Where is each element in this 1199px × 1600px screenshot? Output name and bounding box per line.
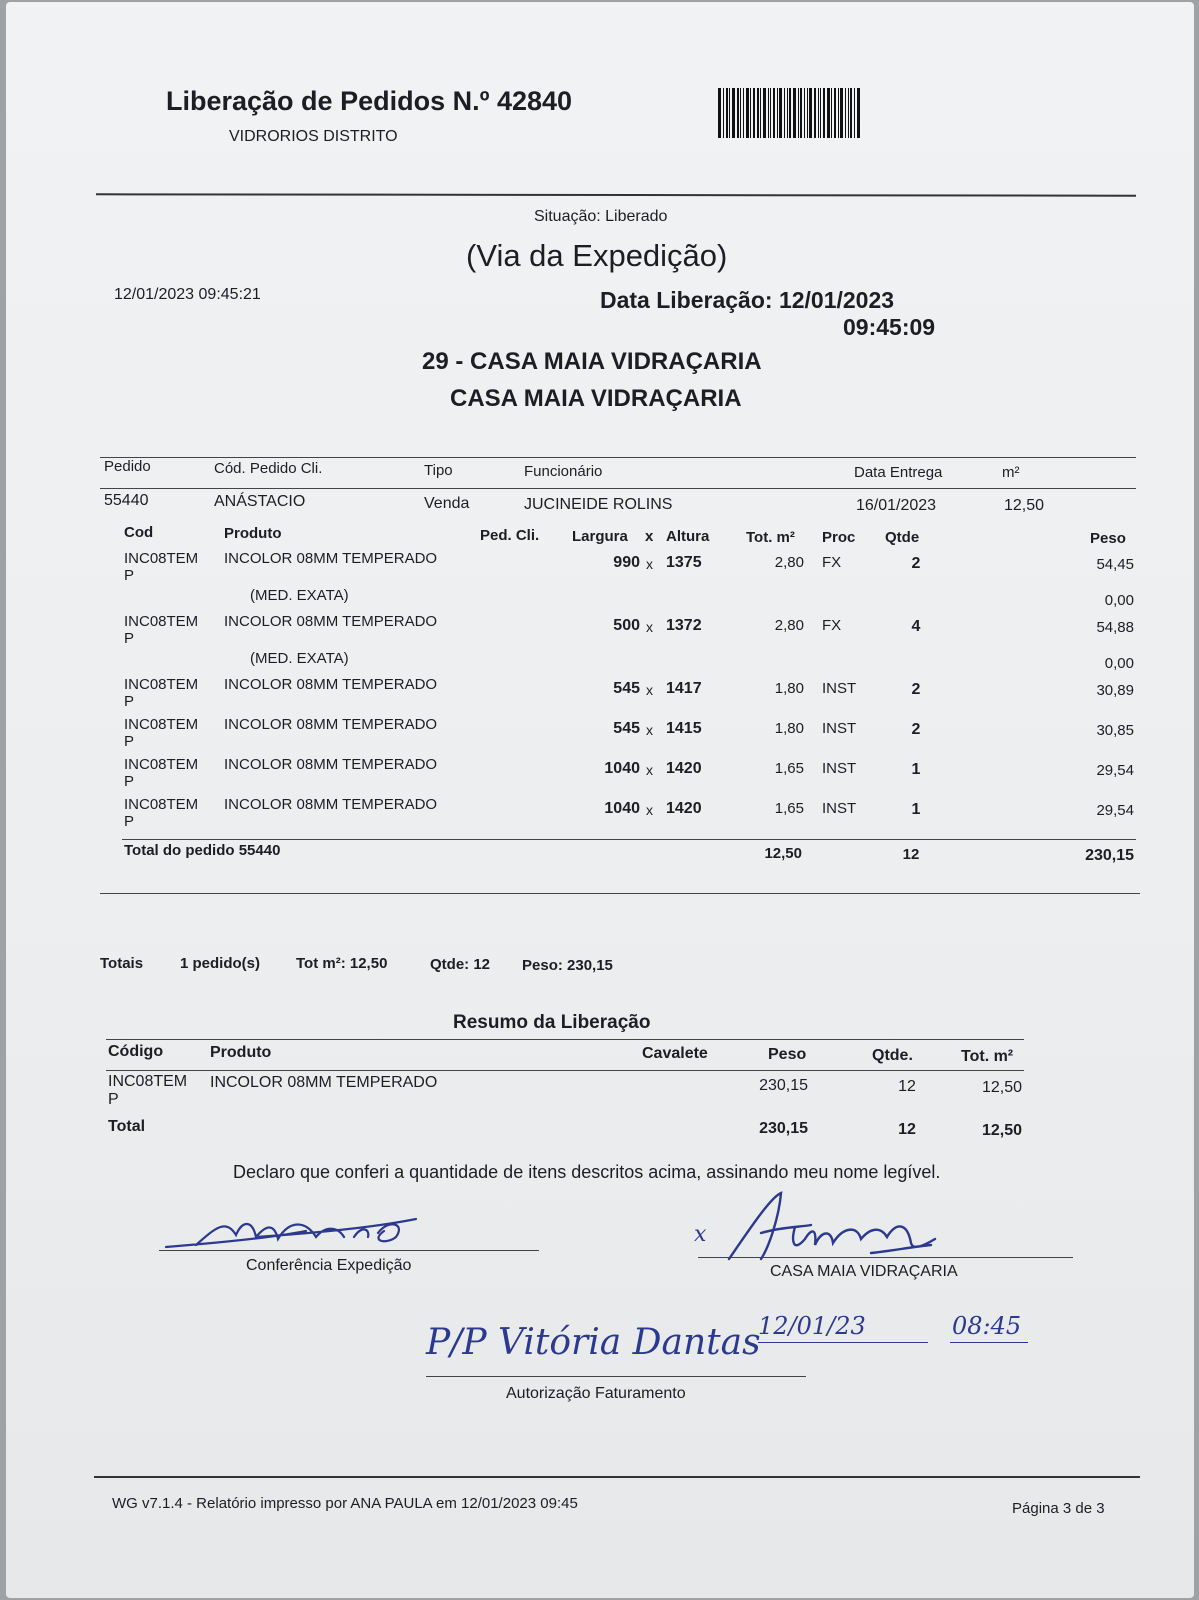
barcode-bar [760,88,761,138]
items-col-ped-cli: Ped. Cli. [480,527,540,544]
barcode-bar [850,88,852,138]
items-total-qtde: 12 [902,846,920,863]
barcode-bar [814,88,816,138]
totals-qtde: Qtde: 12 [430,956,491,973]
summary-row-qtde: 12 [898,1078,916,1095]
col-m2: m² [1002,464,1020,481]
item-cod-suffix: P [124,733,135,750]
item-peso: 29,54 [1096,802,1134,819]
item-altura: 1415 [666,720,702,737]
signature-left-label: Conferência Expedição [246,1257,412,1274]
item-qtde: 2 [911,555,921,572]
col-pedido: Pedido [104,458,151,475]
summary-row-cod-1: INC08TEM [108,1073,188,1090]
item-largura: 545 [613,680,640,697]
summary-total-m2: 12,50 [981,1122,1022,1139]
release-date: Data Liberação: 12/01/2023 [600,287,895,313]
barcode-bar [768,88,769,138]
barcode-bar [818,88,819,138]
barcode-bar [737,88,739,138]
summary-top-rule [106,1039,1024,1040]
item-peso: 29,54 [1096,762,1134,779]
item-cod: INC08TEM [124,796,199,813]
item-cod-suffix: P [124,813,135,830]
item-tot-m2: 1,65 [774,760,804,777]
item-peso: 30,85 [1096,722,1134,739]
signature-right-line [698,1257,1073,1258]
item-note: (MED. EXATA) [250,650,349,667]
barcode-bar [854,88,855,138]
authorization-label: Autorização Faturamento [506,1385,686,1402]
item-qtde: 4 [911,618,921,635]
items-bottom-rule [100,893,1140,894]
item-note: (MED. EXATA) [250,587,349,604]
company-name: VIDRORIOS DISTRITO [229,128,398,145]
item-proc: INST [822,800,857,817]
item-proc: FX [822,554,842,571]
handwritten-date: 12/01/23 [758,1312,866,1340]
document-sheet [6,2,1194,1598]
item-note-peso: 0,00 [1104,655,1134,672]
item-note-peso: 0,00 [1104,592,1134,609]
document-title: Liberação de Pedidos N.º 42840 [166,86,573,116]
table-header-rule [100,488,1136,489]
summary-col-peso: Peso [768,1046,807,1063]
summary-header-rule [106,1070,1024,1071]
item-cod: INC08TEM [124,716,199,733]
handwritten-time-underline [950,1342,1028,1343]
barcode [718,88,903,138]
table-top-rule [100,457,1136,458]
item-largura: 545 [613,720,640,737]
item-tot-m2: 1,80 [774,720,804,737]
items-total-label: Total do pedido 55440 [124,842,281,859]
barcode-bar [809,88,812,138]
item-qtde: 1 [911,801,921,818]
item-largura: 1040 [604,760,640,777]
item-produto: INCOLOR 08MM TEMPERADO [224,756,438,773]
barcode-bar [777,88,778,138]
summary-total-label: Total [108,1118,146,1135]
items-col-largura: Largura [572,528,628,545]
barcode-bar [848,88,849,138]
barcode-bar [807,88,808,138]
handwritten-authorization: P/P Vitória Dantas [426,1322,761,1363]
item-cod: INC08TEM [124,550,199,567]
barcode-bar [820,88,821,138]
items-col-peso: Peso [1090,530,1126,547]
status-text: Situação: Liberado [534,208,668,225]
barcode-bar [834,88,836,138]
item-x: x [646,722,653,738]
item-tot-m2: 1,80 [774,680,804,697]
item-largura: 990 [613,554,640,571]
totals-m2: Tot m²: 12,50 [296,955,388,972]
item-proc: INST [822,680,857,697]
signature-right-label: CASA MAIA VIDRAÇARIA [770,1263,958,1280]
totals-label: Totais [100,955,144,972]
barcode-bar [798,88,799,138]
item-altura: 1417 [666,680,702,697]
barcode-bar [827,88,830,138]
summary-total-peso: 230,15 [759,1120,808,1137]
printed-datetime: 12/01/2023 09:45:21 [114,286,261,303]
item-tot-m2: 1,65 [774,800,804,817]
col-data-entrega: Data Entrega [854,464,943,481]
item-qtde: 2 [911,721,921,738]
item-largura: 1040 [604,800,640,817]
barcode-bar [838,88,839,138]
summary-row-m2: 12,50 [981,1079,1022,1096]
item-qtde: 1 [911,761,921,778]
item-produto: INCOLOR 08MM TEMPERADO [224,716,438,733]
items-col-tot-m2: Tot. m² [746,529,795,546]
summary-title: Resumo da Liberação [453,1012,651,1033]
items-total-m2: 12,50 [764,845,802,862]
item-altura: 1372 [666,617,702,634]
barcode-bar [787,88,788,138]
summary-col-qtde: Qtde. [872,1047,913,1064]
release-time: 09:45:09 [843,314,936,340]
order-m2: 12,50 [1004,497,1045,514]
barcode-bar [746,88,749,138]
summary-col-produto: Produto [210,1044,272,1061]
item-altura: 1420 [666,760,702,777]
summary-col-tot-m2: Tot. m² [961,1048,1014,1065]
barcode-bar [823,88,825,138]
barcode-bar [763,88,766,138]
summary-total-qtde: 12 [898,1121,916,1138]
barcode-bar [845,88,846,138]
via-label: (Via da Expedição) [466,238,728,273]
barcode-bar [743,88,744,138]
item-proc: FX [822,617,842,634]
barcode-bar [718,88,721,138]
barcode-bar [723,88,724,138]
order-funcionario: JUCINEIDE ROLINS [524,496,673,513]
item-x: x [646,802,653,818]
barcode-bar [740,88,741,138]
col-tipo: Tipo [424,462,453,479]
barcode-bar [770,88,771,138]
item-cod: INC08TEM [124,756,199,773]
items-col-altura: Altura [666,528,710,545]
handwritten-time: 08:45 [952,1312,1022,1340]
item-cod: INC08TEM [124,613,199,630]
client-line-2: CASA MAIA VIDRAÇARIA [450,385,742,412]
item-qtde: 2 [911,681,921,698]
footer-printed-by: WG v7.1.4 - Relatório impresso por ANA PAULA em 12/01/2023 09:45 [112,1495,578,1512]
barcode-bar [753,88,755,138]
footer-rule [94,1476,1140,1478]
item-cod-suffix: P [124,773,135,790]
item-x: x [646,556,653,572]
items-total-rule [122,839,1136,840]
item-produto: INCOLOR 08MM TEMPERADO [224,550,438,567]
barcode-bar [750,88,751,138]
item-tot-m2: 2,80 [774,554,804,571]
item-peso: 54,45 [1096,556,1134,573]
item-x: x [646,762,653,778]
barcode-bar [840,88,843,138]
barcode-bar [804,88,805,138]
summary-row-produto: INCOLOR 08MM TEMPERADO [210,1074,438,1091]
barcode-bar [729,88,730,138]
item-proc: INST [822,720,857,737]
item-cod-suffix: P [124,630,135,647]
item-cod-suffix: P [124,693,135,710]
barcode-bar [732,88,735,138]
item-peso: 30,89 [1096,682,1134,699]
barcode-bar [831,88,832,138]
authorization-line [426,1376,806,1377]
handwritten-date-underline [758,1342,928,1343]
signature-right [721,1187,981,1267]
barcode-bar [793,88,796,138]
item-produto: INCOLOR 08MM TEMPERADO [224,796,438,813]
summary-col-codigo: Código [108,1043,164,1060]
order-pedido: 55440 [104,492,149,509]
barcode-bar [784,88,785,138]
item-tot-m2: 2,80 [774,617,804,634]
summary-row-peso: 230,15 [759,1077,808,1094]
item-cod: INC08TEM [124,676,199,693]
items-col-produto: Produto [224,525,282,542]
items-total-peso: 230,15 [1085,847,1134,864]
item-largura: 500 [613,617,640,634]
barcode-bar [800,88,802,138]
signature-right-x: x [694,1222,707,1247]
item-proc: INST [822,760,857,777]
item-x: x [646,619,653,635]
item-x: x [646,682,653,698]
col-cod-pedido-cli: Cód. Pedido Cli. [214,460,323,477]
barcode-bar [779,88,782,138]
summary-row-cod-2: P [108,1091,119,1108]
items-col-x: x [645,528,654,545]
client-line-1: 29 - CASA MAIA VIDRAÇARIA [422,348,762,375]
item-peso: 54,88 [1096,619,1134,636]
barcode-bar [757,88,759,138]
items-col-cod: Cod [124,524,154,541]
summary-col-cavalete: Cavalete [642,1045,708,1062]
barcode-bar [726,88,728,138]
item-altura: 1420 [666,800,702,817]
item-altura: 1375 [666,554,702,571]
items-col-proc: Proc [822,529,856,546]
col-funcionario: Funcionário [524,463,603,480]
barcode-bar [773,88,775,138]
item-cod-suffix: P [124,567,135,584]
items-col-qtde: Qtde [885,529,920,546]
divider [96,193,1136,196]
barcode-bar [857,88,860,138]
totals-pedidos: 1 pedido(s) [180,955,261,972]
item-produto: INCOLOR 08MM TEMPERADO [224,676,438,693]
order-tipo: Venda [424,495,470,512]
barcode-bar [789,88,791,138]
declaration-text: Declaro que conferi a quantidade de itens descritos acima, assinando meu nome legível. [233,1162,941,1182]
footer-page: Página 3 de 3 [1012,1500,1105,1517]
signature-left-line [159,1250,539,1251]
item-produto: INCOLOR 08MM TEMPERADO [224,613,438,630]
order-cod-cli: ANÁSTACIO [214,493,306,510]
totals-peso: Peso: 230,15 [522,957,613,974]
order-data-entrega: 16/01/2023 [856,497,937,514]
